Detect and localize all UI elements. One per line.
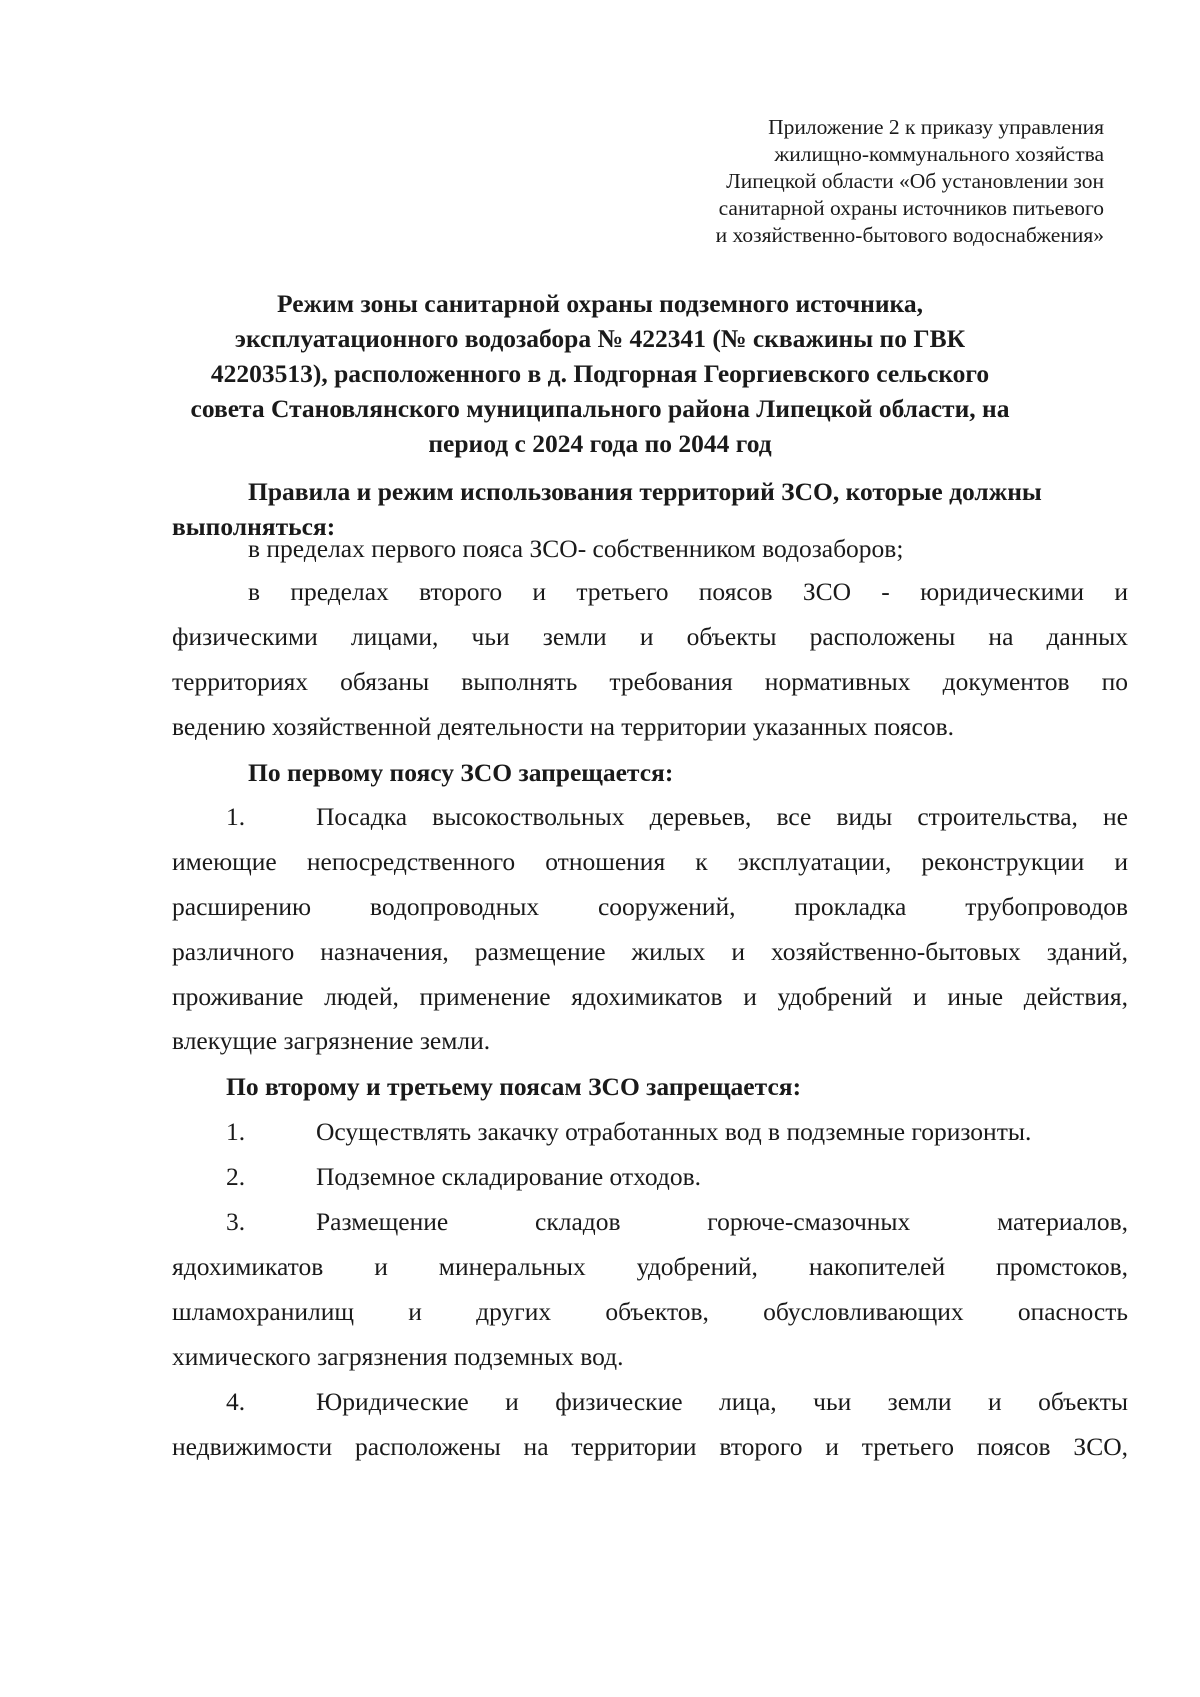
- title-line: период с 2024 года по 2044 год: [428, 429, 772, 458]
- rule-first-belt: в пределах первого пояса ЗСО- собственником водозаборов;: [248, 534, 904, 563]
- appendix-line: и хозяйственно-бытового водоснабжения»: [715, 223, 1104, 247]
- item-number: 4.: [226, 1387, 246, 1416]
- document-title: [150, 286, 1050, 461]
- item-number: 3.: [226, 1207, 246, 1236]
- rules-heading-line: выполняться:: [172, 512, 336, 541]
- item-text-line: Подземное складирование отходов.: [316, 1162, 702, 1191]
- title-line: совета Становлянского муниципального района Липецкой области, на: [190, 394, 1010, 423]
- appendix-line: Приложение 2 к приказу управления: [768, 115, 1104, 139]
- item-text-line: Осуществлять закачку отработанных вод в подземные горизонты.: [316, 1117, 1032, 1146]
- item-text-line: шламохранилищ и других объектов, обусловливающих опасность: [172, 1297, 1128, 1326]
- item-text-line: имеющие непосредственного отношения к эксплуатации, реконструкции и: [172, 847, 1128, 876]
- rule-second-third-line: ведению хозяйственной деятельности на территории указанных поясов.: [172, 712, 955, 741]
- title-line: Режим зоны санитарной охраны подземного источника,: [277, 289, 923, 318]
- item-text-line: Размещение складов горюче-смазочных материалов,: [316, 1207, 1128, 1236]
- first-belt-heading: По первому поясу ЗСО запрещается:: [248, 758, 674, 787]
- appendix-header: [716, 114, 1104, 249]
- rules-heading-line: Правила и режим использования территорий ЗСО, которые должны: [248, 477, 1042, 506]
- rule-second-third-line: в пределах второго и третьего поясов ЗСО - юридическими и: [248, 577, 1128, 606]
- item-text-line: влекущие загрязнение земли.: [172, 1026, 491, 1055]
- item-text-line: химического загрязнения подземных вод.: [172, 1342, 624, 1371]
- title-line: эксплуатационного водозабора № 422341 (№ скважины по ГВК: [234, 324, 966, 353]
- appendix-line: Липецкой области «Об установлении зон: [726, 169, 1104, 193]
- appendix-line: жилищно-коммунального хозяйства: [774, 142, 1104, 166]
- item-text-line: различного назначения, размещение жилых и хозяйственно-бытовых зданий,: [172, 937, 1128, 966]
- item-text-line: Посадка высокоствольных деревьев, все виды строительства, не: [316, 802, 1128, 831]
- rule-second-third-line: физическими лицами, чьи земли и объекты расположены на данных: [172, 622, 1128, 651]
- second-third-belt-heading: По второму и третьему поясам ЗСО запрещается:: [226, 1072, 802, 1101]
- appendix-line: санитарной охраны источников питьевого: [718, 196, 1104, 220]
- rule-second-third-line: территориях обязаны выполнять требования нормативных документов по: [172, 667, 1128, 696]
- item-text-line: ядохимикатов и минеральных удобрений, накопителей промстоков,: [172, 1252, 1128, 1281]
- item-text-line: проживание людей, применение ядохимикатов и удобрений и иные действия,: [172, 982, 1128, 1011]
- item-text-line: недвижимости расположены на территории второго и третьего поясов ЗСО,: [172, 1432, 1128, 1461]
- item-number: 1.: [226, 802, 246, 831]
- item-number: 1.: [226, 1117, 246, 1146]
- title-line: 42203513), расположенного в д. Подгорная Георгиевского сельского: [210, 359, 990, 388]
- item-text-line: Юридические и физические лица, чьи земли и объекты: [316, 1387, 1128, 1416]
- item-text-line: расширению водопроводных сооружений, прокладка трубопроводов: [172, 892, 1128, 921]
- item-number: 2.: [226, 1162, 246, 1191]
